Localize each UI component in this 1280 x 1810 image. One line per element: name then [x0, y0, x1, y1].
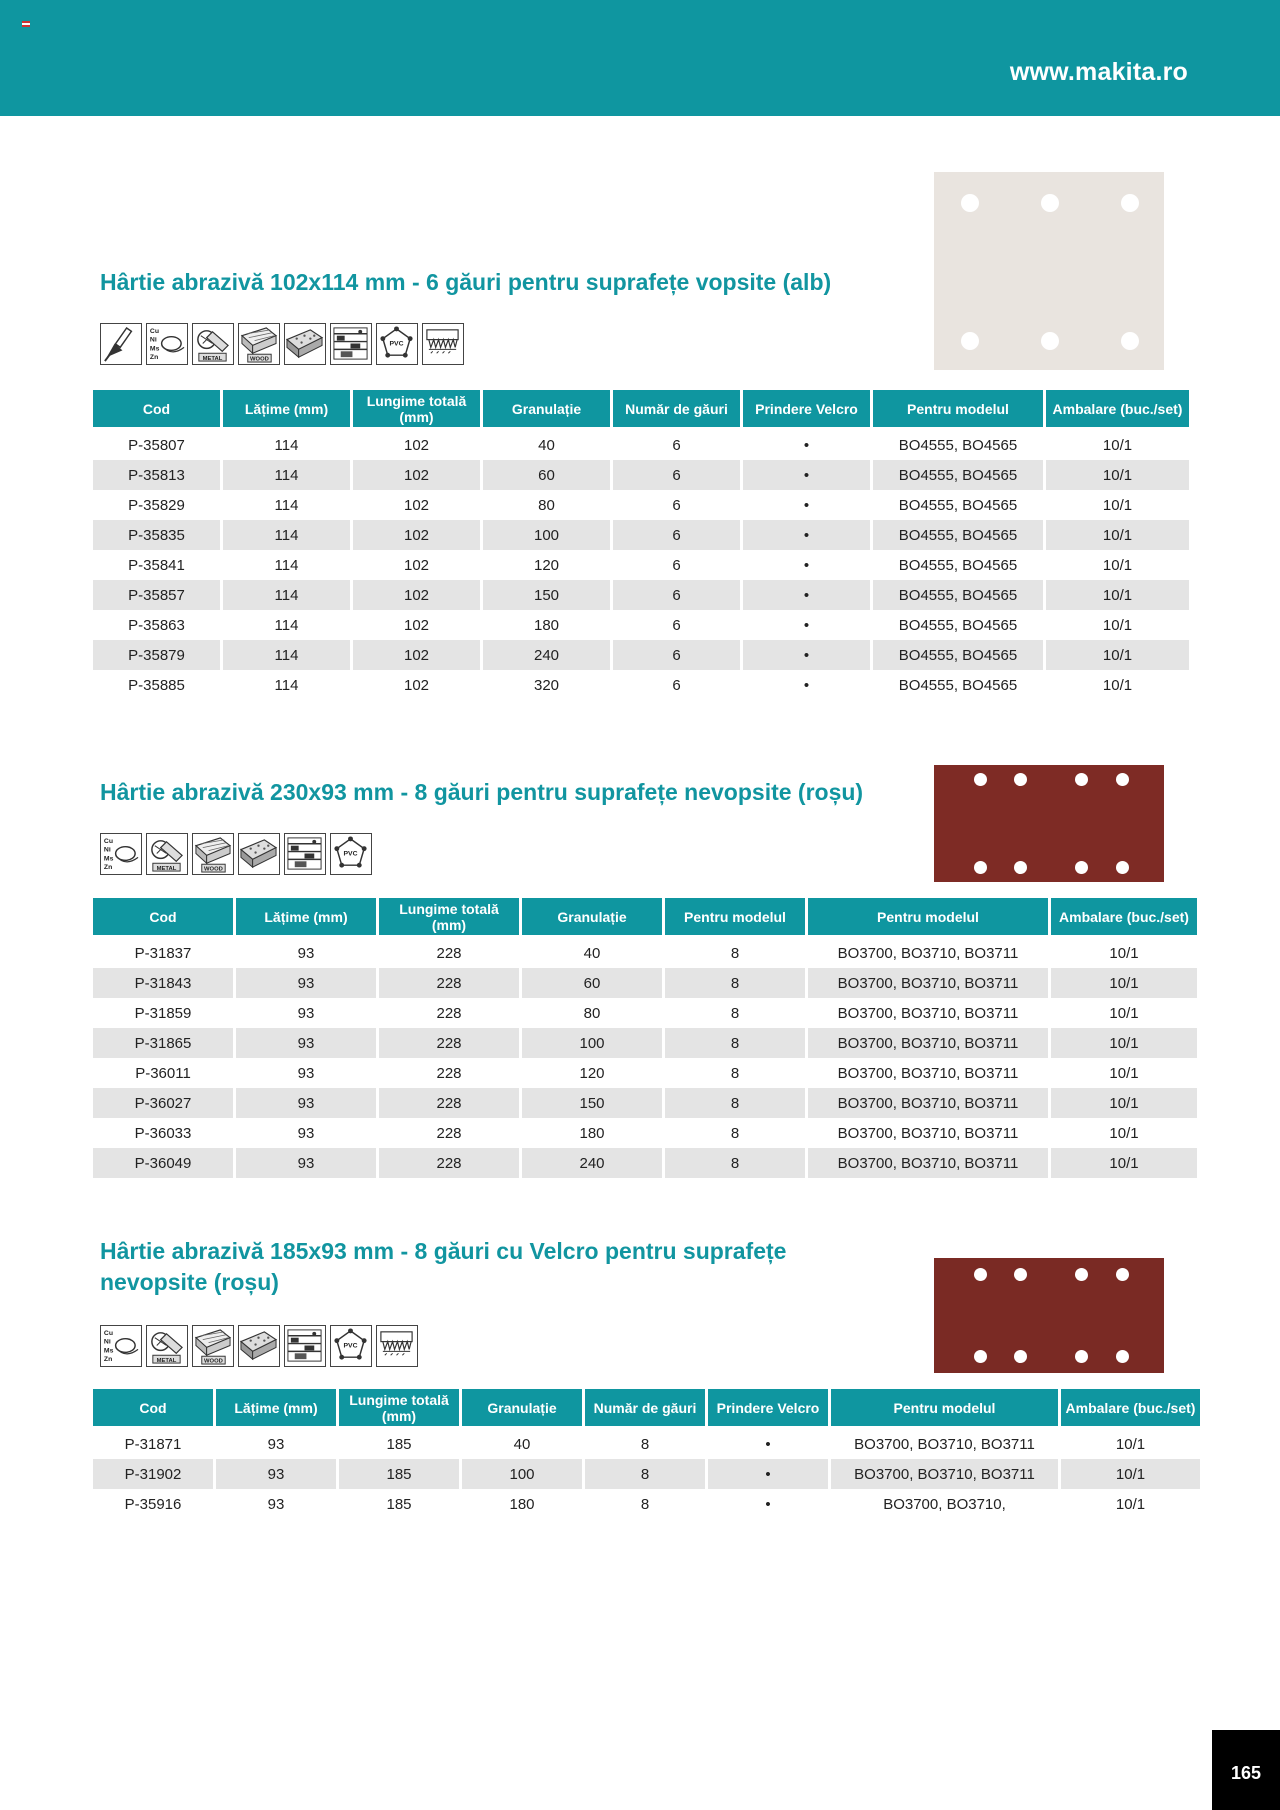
table-cell: P-35813 [93, 460, 220, 490]
composite-icon [284, 1325, 326, 1367]
table-cell: P-31843 [93, 968, 233, 998]
table-row [93, 1028, 1197, 1058]
table-cell: • [803, 616, 810, 634]
svg-text:WOOD: WOOD [204, 866, 223, 873]
table-cell: 60 [522, 968, 662, 998]
table-cell: 185 [386, 1495, 412, 1513]
table-cell: • [743, 520, 870, 550]
metal-icon [146, 1325, 188, 1367]
wood-icon [238, 323, 280, 365]
table-cell: • [743, 580, 870, 610]
table-cell: P-31865 [93, 1028, 233, 1058]
table-cell: 240 [483, 640, 610, 670]
table-cell: BO3700, BO3710, BO3711 [808, 1148, 1048, 1178]
pvc-icon [376, 323, 418, 365]
red-sandpaper-image [934, 765, 1164, 882]
table-cell: P-35835 [93, 520, 220, 550]
table-cell: 8 [665, 1028, 805, 1058]
table-cell: 10/1 [1051, 1028, 1197, 1058]
red-velcro-sandpaper-image [934, 1258, 1164, 1373]
table-cell: 120 [533, 556, 560, 574]
table-cell: 228 [436, 1124, 462, 1142]
table-row [93, 1148, 1197, 1178]
table-cell: BO4555, BO4565 [873, 580, 1043, 610]
table-cell: BO3700, BO3710, [883, 1495, 1006, 1513]
table-cell: BO4555, BO4565 [873, 460, 1043, 490]
table-cell: 10/1 [1051, 1148, 1197, 1178]
svg-text:PVC: PVC [343, 1342, 358, 1350]
table-cell: 228 [436, 1064, 462, 1082]
table-cell: P-35879 [93, 640, 220, 670]
particle-board-icon [238, 1325, 280, 1367]
table-cell: 10/1 [1061, 1459, 1200, 1489]
table-cell: 93 [297, 944, 315, 962]
table-row [93, 550, 1189, 580]
table-cell: 114 [274, 556, 299, 574]
table-cell: 114 [223, 520, 350, 550]
table-cell: 150 [483, 580, 610, 610]
table-cell: 102 [353, 640, 480, 670]
table-cell: 228 [436, 944, 462, 962]
table-cell: BO3700, BO3710, BO3711 [831, 1459, 1058, 1489]
table-cell: • [803, 436, 810, 454]
table-cell: BO4555, BO4565 [898, 556, 1018, 574]
table-cell: 6 [672, 616, 681, 634]
table-row [93, 1118, 1197, 1148]
table-cell: 93 [297, 1124, 315, 1142]
table-cell: 10/1 [1102, 616, 1133, 634]
metal-icon [146, 833, 188, 875]
product-table [90, 390, 1192, 700]
column-header: Lungime totală (mm) [339, 1389, 459, 1429]
table-cell: 114 [274, 676, 299, 694]
non-ferrous-metal-icon [146, 323, 188, 365]
table-cell: 114 [274, 436, 299, 454]
table-cell: 6 [613, 640, 740, 670]
table-cell: 10/1 [1102, 676, 1133, 694]
product-table [90, 1389, 1203, 1519]
table-cell: 10/1 [1046, 640, 1189, 670]
table-cell: 93 [297, 1064, 315, 1082]
table-cell: 80 [583, 1004, 601, 1022]
table-cell: 40 [583, 944, 601, 962]
table-cell: 8 [730, 944, 740, 962]
table-cell: 8 [640, 1495, 650, 1513]
svg-text:Ni: Ni [149, 336, 157, 344]
table-cell: P-31859 [134, 1004, 192, 1022]
table-cell: BO4555, BO4565 [873, 520, 1043, 550]
table-cell: P-35863 [128, 616, 185, 634]
table-row [93, 1459, 1200, 1489]
column-header: Lățime (mm) [236, 898, 376, 938]
table-cell: BO3700, BO3710, BO3711 [837, 944, 1019, 962]
table-cell: BO3700, BO3710, BO3711 [837, 1004, 1019, 1022]
table-cell: 6 [672, 436, 681, 454]
column-header: Pentru modelul [831, 1389, 1058, 1429]
table-row [93, 460, 1189, 490]
table-cell: 93 [297, 1004, 315, 1022]
table-cell: • [803, 676, 810, 694]
table-cell: 8 [665, 1088, 805, 1118]
material-icons [100, 323, 464, 365]
white-sandpaper-image [934, 172, 1164, 370]
column-header: Lungime totală (mm) [379, 898, 519, 938]
table-cell: • [803, 496, 810, 514]
table-cell: P-35916 [124, 1495, 182, 1513]
section-title: Hârtie abrazivă 230x93 mm - 8 găuri pentru suprafețe nevopsite (roșu) [100, 779, 864, 805]
table-cell: 228 [379, 1088, 519, 1118]
table-row [93, 968, 1197, 998]
table-cell: 10/1 [1109, 1124, 1139, 1142]
column-header: Lungime totală (mm) [353, 390, 480, 430]
composite-icon [284, 833, 326, 875]
table-cell: P-35807 [128, 436, 185, 454]
table-cell: 6 [613, 460, 740, 490]
table-cell: P-36027 [93, 1088, 233, 1118]
table-row [93, 670, 1189, 700]
table-row [93, 1088, 1197, 1118]
table-cell: 8 [665, 968, 805, 998]
table-cell: 10/1 [1109, 1064, 1139, 1082]
svg-text:Cu: Cu [103, 1329, 114, 1337]
table-cell: 10/1 [1115, 1435, 1146, 1453]
table-cell: 8 [585, 1459, 705, 1489]
column-header: Granulație [522, 898, 662, 938]
table-cell: 102 [353, 520, 480, 550]
section-title: Hârtie abrazivă 185x93 mm - 8 găuri cu Velcro pentru suprafețe nevopsite (roșu) [100, 1238, 787, 1295]
pvc-icon [330, 833, 372, 875]
svg-text:Ms: Ms [149, 345, 160, 353]
column-header: Ambalare (buc./set) [1061, 1389, 1200, 1429]
non-ferrous-metal-icon [100, 833, 142, 875]
table-header-row [93, 1389, 1200, 1429]
column-header: Pentru modelul [808, 898, 1048, 938]
table-cell: 228 [379, 968, 519, 998]
table-cell: 185 [386, 1435, 412, 1453]
column-header: Ambalare (buc./set) [1046, 390, 1189, 430]
column-header: Lățime (mm) [223, 390, 350, 430]
table-cell: 114 [274, 496, 299, 514]
svg-text:Ni: Ni [103, 846, 111, 854]
table-cell: BO3700, BO3710, BO3711 [808, 1088, 1048, 1118]
table-cell: BO4555, BO4565 [898, 496, 1018, 514]
svg-text:Zn: Zn [103, 864, 113, 872]
svg-text:Zn: Zn [149, 354, 159, 362]
table-cell: P-35841 [128, 556, 185, 574]
table-row [93, 998, 1197, 1028]
table-cell: 10/1 [1115, 1495, 1146, 1513]
table-cell: 114 [274, 616, 299, 634]
table-cell: 102 [353, 460, 480, 490]
romania-flag-icon [22, 21, 30, 27]
table-cell: 114 [223, 580, 350, 610]
table-cell: BO3700, BO3710, BO3711 [837, 1124, 1019, 1142]
table-cell: 93 [236, 1148, 376, 1178]
table-cell: • [765, 1435, 771, 1453]
table-cell: 180 [579, 1124, 605, 1142]
svg-text:Ms: Ms [103, 855, 114, 863]
column-header: Prindere Velcro [743, 390, 870, 430]
table-cell: BO3700, BO3710, BO3711 [808, 1028, 1048, 1058]
section-title: Hârtie abrazivă 102x114 mm - 6 găuri pentru suprafețe vopsite (alb) [100, 269, 832, 295]
table-cell: P-35829 [128, 496, 185, 514]
filler-icon [422, 323, 464, 365]
site-url[interactable]: www.makita.ro [1009, 58, 1188, 86]
table-row [93, 520, 1189, 550]
column-header: Pentru modelul [873, 390, 1043, 430]
table-row [93, 1489, 1200, 1519]
table-cell: 100 [483, 520, 610, 550]
table-row [93, 610, 1189, 640]
table-cell: 150 [522, 1088, 662, 1118]
table-cell: BO3700, BO3710, BO3711 [837, 1064, 1019, 1082]
table-cell: 40 [513, 1435, 531, 1453]
table-cell: 228 [436, 1004, 462, 1022]
table-cell: 120 [579, 1064, 605, 1082]
filler-icon [376, 1325, 418, 1367]
table-cell: 93 [236, 1028, 376, 1058]
table-row [93, 938, 1197, 968]
column-header: Cod [93, 1389, 213, 1429]
table-cell: P-31902 [93, 1459, 213, 1489]
wood-icon [192, 1325, 234, 1367]
table-cell: 80 [538, 496, 555, 514]
pvc-icon [330, 1325, 372, 1367]
table-cell: 10/1 [1046, 520, 1189, 550]
table-cell: • [765, 1495, 771, 1513]
table-cell: P-35885 [128, 676, 185, 694]
table-cell: BO3700, BO3710, BO3711 [854, 1435, 1035, 1453]
table-cell: BO4555, BO4565 [898, 436, 1018, 454]
composite-icon [330, 323, 372, 365]
table-cell: P-36049 [93, 1148, 233, 1178]
column-header: Ambalare (buc./set) [1051, 898, 1197, 938]
table-cell: 93 [236, 968, 376, 998]
table-cell: 102 [403, 616, 430, 634]
material-icons [100, 1325, 418, 1367]
table-cell: • [743, 640, 870, 670]
table-cell: 40 [538, 436, 555, 454]
table-cell: 102 [403, 436, 430, 454]
table-cell: BO4555, BO4565 [898, 676, 1018, 694]
table-cell: P-36011 [135, 1064, 191, 1082]
table-cell: 8 [730, 1064, 740, 1082]
table-cell: 6 [613, 520, 740, 550]
table-cell: 8 [665, 1148, 805, 1178]
particle-board-icon [284, 323, 326, 365]
table-cell: 228 [379, 1148, 519, 1178]
table-cell: 10/1 [1051, 968, 1197, 998]
table-cell: 185 [339, 1459, 459, 1489]
table-header-row [93, 898, 1197, 938]
brush-paint-icon [100, 323, 142, 365]
table-cell: 10/1 [1102, 556, 1133, 574]
column-header: Cod [93, 390, 220, 430]
table-cell: 10/1 [1102, 496, 1133, 514]
column-header: Prindere Velcro [708, 1389, 828, 1429]
table-cell: 102 [403, 496, 430, 514]
table-cell: 6 [672, 676, 681, 694]
column-header: Număr de găuri [585, 1389, 705, 1429]
table-cell: 10/1 [1109, 944, 1139, 962]
particle-board-icon [238, 833, 280, 875]
column-header: Lățime (mm) [216, 1389, 336, 1429]
wood-icon [192, 833, 234, 875]
column-header: Cod [93, 898, 233, 938]
table-cell: 8 [640, 1435, 650, 1453]
table-row [93, 490, 1189, 520]
table-cell: 240 [522, 1148, 662, 1178]
svg-text:Ms: Ms [103, 1347, 114, 1355]
table-cell: • [803, 556, 810, 574]
table-cell: P-31871 [124, 1435, 182, 1453]
page-number: 165 [1212, 1730, 1280, 1810]
table-cell: 102 [403, 676, 430, 694]
product-table [90, 898, 1200, 1178]
table-cell: • [708, 1459, 828, 1489]
table-cell: 93 [267, 1435, 285, 1453]
column-header: Număr de găuri [613, 390, 740, 430]
svg-text:WOOD: WOOD [204, 1358, 223, 1365]
table-cell: 228 [379, 1028, 519, 1058]
table-cell: 320 [533, 676, 560, 694]
svg-text:METAL: METAL [202, 356, 223, 363]
table-cell: 10/1 [1102, 436, 1133, 454]
table-cell: 10/1 [1109, 1004, 1139, 1022]
table-cell: 102 [353, 580, 480, 610]
svg-text:Cu: Cu [149, 327, 160, 335]
table-cell: 93 [267, 1495, 285, 1513]
svg-text:PVC: PVC [343, 850, 358, 858]
svg-text:PVC: PVC [389, 340, 404, 348]
table-cell: BO4555, BO4565 [898, 616, 1018, 634]
table-cell: 10/1 [1046, 460, 1189, 490]
table-cell: P-35857 [93, 580, 220, 610]
table-cell: 180 [533, 616, 560, 634]
table-cell: 114 [223, 640, 350, 670]
table-header-row [93, 390, 1189, 430]
table-cell: 10/1 [1051, 1088, 1197, 1118]
table-cell: P-36033 [134, 1124, 192, 1142]
table-cell: 100 [522, 1028, 662, 1058]
svg-text:METAL: METAL [156, 866, 177, 873]
table-cell: 6 [672, 556, 681, 574]
column-header: Granulație [483, 390, 610, 430]
svg-text:WOOD: WOOD [250, 356, 269, 363]
header-bar [0, 0, 1280, 116]
table-cell: 8 [730, 1124, 740, 1142]
table-row [93, 640, 1189, 670]
table-cell: 93 [216, 1459, 336, 1489]
table-cell: BO4555, BO4565 [873, 640, 1043, 670]
table-row [93, 1058, 1197, 1088]
column-header: Pentru modelul [665, 898, 805, 938]
table-row [93, 580, 1189, 610]
table-cell: 8 [730, 1004, 740, 1022]
table-cell: 60 [483, 460, 610, 490]
table-cell: 100 [462, 1459, 582, 1489]
table-cell: 6 [672, 496, 681, 514]
material-icons [100, 833, 372, 875]
table-row [93, 430, 1189, 460]
table-cell: • [743, 460, 870, 490]
column-header: Granulație [462, 1389, 582, 1429]
table-cell: BO3700, BO3710, BO3711 [808, 968, 1048, 998]
svg-text:Ni: Ni [103, 1338, 111, 1346]
metal-icon [192, 323, 234, 365]
svg-text:Cu: Cu [103, 837, 114, 845]
svg-text:Zn: Zn [103, 1356, 113, 1364]
table-cell: 6 [613, 580, 740, 610]
table-cell: 102 [403, 556, 430, 574]
table-cell: 180 [509, 1495, 535, 1513]
non-ferrous-metal-icon [100, 1325, 142, 1367]
table-cell: 114 [223, 460, 350, 490]
table-cell: 10/1 [1046, 580, 1189, 610]
table-row [93, 1429, 1200, 1459]
svg-text:METAL: METAL [156, 1358, 177, 1365]
table-cell: 93 [236, 1088, 376, 1118]
table-cell: P-31837 [134, 944, 192, 962]
